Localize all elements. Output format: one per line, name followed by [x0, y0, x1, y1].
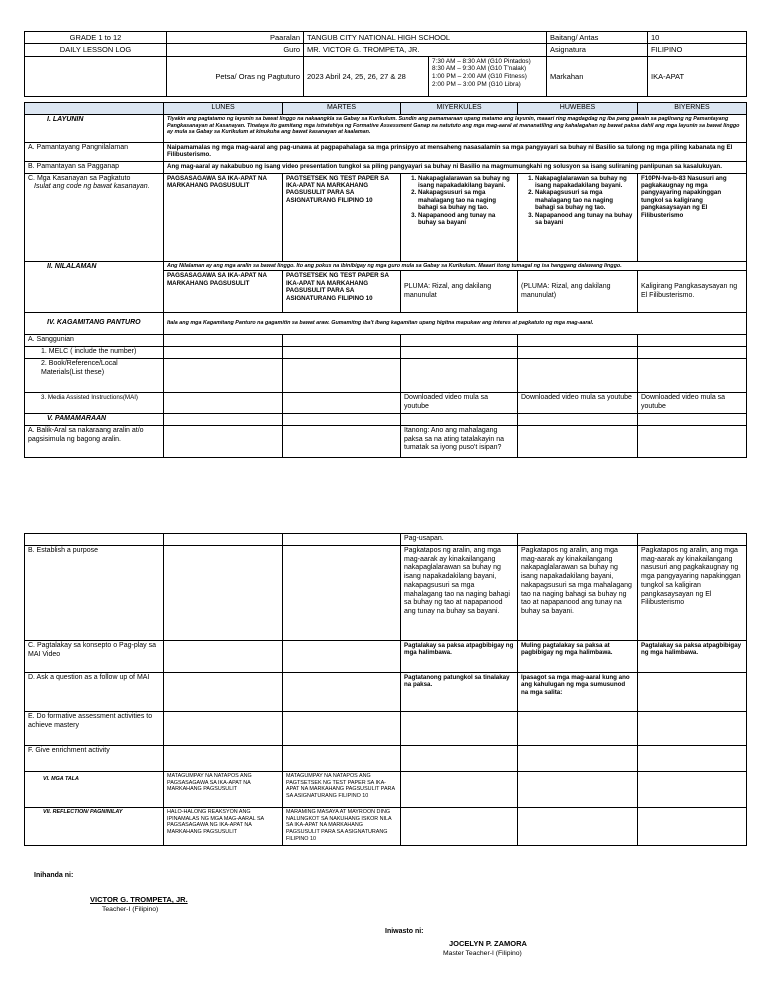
media-label: 3. Media Assisted Instructions(MAI) [25, 393, 164, 414]
tala-martes: MATAGUMPAY NA NATAPOS ANG PAGTSETSEK NG TEST PAPER SA IKA-APAT NA MARKAHANG PAGSUSULIT PARA SA ASIGNATURANG FILIPINO 10 [283, 771, 401, 807]
empty-cell [638, 335, 747, 347]
pagkatuto-martes: PAGTSETSEK NG TEST PAPER SA IKA-APAT NA MARKAHANG PAGSUSULIT PARA SA ASIGNATURANG FILIPINO 10 [283, 173, 401, 261]
day-header-lunes: LUNES [164, 103, 283, 115]
day-header-martes: MARTES [283, 103, 401, 115]
empty-cell [638, 534, 747, 546]
empty-cell [518, 807, 638, 845]
question-label: D. Ask a question as a follow up of MAI [25, 672, 164, 711]
question-huwebes: Ipasagot sa mga mag-aaral kung ano ang kahulugan ng mga sumusunod na mga salita: [518, 672, 638, 711]
prepared-by-title: Teacher-I (Filipino) [102, 906, 159, 913]
empty-cell [164, 414, 283, 426]
markahan-label: Markahan [547, 56, 648, 96]
list-item: 1. Nakapaglalarawan sa buhay ng isang napakadakilang bayani. [535, 175, 634, 190]
reflection-label: VII. REFLECTION/ PAGNINILAY [25, 807, 164, 845]
purpose-label: B. Establish a purpose [25, 545, 164, 640]
checked-by-name: JOCELYN P. ZAMORA [449, 939, 527, 948]
nilalaman-note: Ang Nilalaman ay ang mga aralin sa bawat linggo. Ito ang pokus na ibinibigay ng mga guro mula sa Gabay sa Kurikulum. Maaari itong tumagal ng isa hanggang dalawang linggo. [164, 261, 747, 271]
empty-cell [164, 745, 283, 771]
empty-cell [164, 393, 283, 414]
konsepto-huwebes: Muling pagtalakay sa paksa at pagbibigay ng mga halimbawa. [518, 640, 638, 672]
pag-usapan: Pag-usapan. [401, 534, 518, 546]
empty-cell [283, 745, 401, 771]
empty-cell [25, 534, 164, 546]
balik-aral-label: A. Balik-Aral sa nakaraang aralin at/o pagsisimula ng bagong aralin. [25, 425, 164, 457]
empty-cell [164, 711, 283, 745]
empty-cell [638, 347, 747, 359]
purpose-huwebes: Pagkatapos ng aralin, ang mga mag-aarak ay kinakailangang nakapaglalarawan sa buhay ng isang napakadakilang bayani, nakapagsusuri sa mga mahalagang tao na naging bahagi sa buhay ng tao at napapanood ang tunay na buhay sa bayani. [518, 545, 638, 640]
guro-value: MR. VICTOR G. TROMPETA, JR. [304, 44, 547, 56]
empty-cell [638, 807, 747, 845]
asignatura-value: FILIPINO [648, 44, 747, 56]
tala-lunes: MATAGUMPAY NA NATAPOS ANG PAGSASAGAWA SA IKA-APAT NA MARKAHANG PAGSUSULIT [164, 771, 283, 807]
lesson-log-main-table [24, 102, 747, 458]
kagamitan-label: IV. KAGAMITANG PANTURO [25, 313, 164, 335]
konsepto-biyernes: Pagtalakay sa paksa atpagbibigay ng mga halimbawa. [638, 640, 747, 672]
empty-cell [401, 807, 518, 845]
empty-cell [283, 545, 401, 640]
enrichment-label: F. Give enrichment activity [25, 745, 164, 771]
empty-cell [283, 534, 401, 546]
time-slot: 2:00 PM – 3:00 PM (G10 Libra) [432, 80, 521, 88]
nilalaman-huwebes: (PLUMA: Rizal, ang dakilang manunulat) [518, 271, 638, 313]
balik-aral-miyerkules: Itanong: Ano ang mahalagang paksa sa na ating tatalakayin na tumatak sa iyong puso't isipan? [401, 425, 518, 457]
formative-label: E. Do formative assessment activities to achieve mastery [25, 711, 164, 745]
nilalaman-lunes: PAGSASAGAWA SA IKA-APAT NA MARKAHANG PAGSUSULIT [164, 271, 283, 313]
empty-cell [518, 745, 638, 771]
checked-by-title: Master Teacher-I (Filipino) [443, 950, 522, 957]
konsepto-label: C. Pagtalakay sa konsepto o Pag-play sa MAI Video [25, 640, 164, 672]
empty-cell [401, 335, 518, 347]
time-slot: 1:00 PM – 2:00 AM (G10 Fitness) [432, 73, 527, 81]
pagkatuto-biyernes: F10PN-Iva-b-83 Nasusuri ang pagkakaugnay ng mga pangyayaring napakinggan tungkol sa kaligirang pangkasaysayan ng El Filibusterismo [638, 173, 747, 261]
schedule-times [429, 56, 547, 96]
empty-cell [164, 335, 283, 347]
layunin-text: Tiyakin ang pagtatamo ng layunin sa bawat linggo na nakaangkla sa Gabay sa Kurikulum. Sundin ang pamamaraan upang matamo ang layunin, maaari ring magdagdag ng iba pang gawain sa paglinang ng Pamantayang Pangkasanayan at Kasanayan. Tinataya ito gamitang mga istratehiya ng Formative Assessment Ganap na natututo ang mga mag-aaral at mananatiling ang kahalagahan ng bawat paksa dahil ang mga layunin sa bawat linggo ay mula sa Gabay sa Kurikulum at kinukuha ang bawat kasanayan at kaalaman. [164, 114, 747, 142]
empty-cell [283, 393, 401, 414]
purpose-biyernes: Pagkatapos ng aralin, ang mga mag-aarak ay kinakailangang nasusuri ang pagkakaugnay ng mga pangyayaring napakinggan tungkol sa kaligiran pangkasaysayan ng El Filibusterismo [638, 545, 747, 640]
empty-cell [283, 672, 401, 711]
sanggunian-label: A. Sanggunian [25, 335, 164, 347]
day-header-blank [25, 103, 164, 115]
day-header-miyerkules: MIYERKULES [401, 103, 518, 115]
asignatura-label: Asignatura [547, 44, 648, 56]
empty-cell [518, 534, 638, 546]
empty-cell [638, 745, 747, 771]
paaralan-label: Paaralan [167, 32, 304, 44]
empty-cell [518, 414, 638, 426]
empty-cell [164, 640, 283, 672]
day-header-huwebes: HUWEBES [518, 103, 638, 115]
empty-cell [164, 534, 283, 546]
empty-cell [164, 425, 283, 457]
time-slot: 8:30 AM – 9:30 AM (G10 T'nalak) [432, 65, 527, 73]
empty-cell [164, 359, 283, 393]
list-item: 3. Napapanood ang tunay na buhay sa bayani [418, 212, 514, 227]
empty-cell [164, 347, 283, 359]
day-header-biyernes: BIYERNES [638, 103, 747, 115]
empty-cell [401, 711, 518, 745]
nilalaman-biyernes: Kaligirang Pangkasaysayan ng El Filibusterismo. [638, 271, 747, 313]
list-item: 3. Napapanood ang tunay na buhay sa bayani [535, 212, 634, 227]
baitang-value: 10 [648, 32, 747, 44]
time-slot: 7:30 AM – 8:30 AM (G10 Pintados) [432, 57, 531, 65]
empty-cell [283, 425, 401, 457]
empty-cell [283, 359, 401, 393]
question-miyerkules: Pagtatanong patungkol sa tinalakay na paksa. [401, 672, 518, 711]
reflection-martes: MARAMING MASAYA AT MAYROON DING NALUNGKOT SA NAKUHANG ISKOR NILA SA IKA-APAT NA MARKAHANG PAGSUSULIT PARA SA ASIGNATURANG FILIPINO 10 [283, 807, 401, 845]
empty-cell [638, 414, 747, 426]
media-miyerkules: Downloaded video mula sa youtube [401, 393, 518, 414]
guro-label: Guro [167, 44, 304, 56]
nilalaman-label: II. NILALAMAN [25, 261, 164, 313]
empty-cell [401, 359, 518, 393]
nilalaman-miyerkules: PLUMA: Rizal, ang dakilang manunulat [401, 271, 518, 313]
nilalaman-martes: PAGTSETSEK NG TEST PAPER SA IKA-APAT NA MARKAHANG PAGSUSULIT PARA SA ASIGNATURANG FILIPINO 10 [283, 271, 401, 313]
tala-label: VI. MGA TALA [25, 771, 164, 807]
grade-label: GRADE 1 to 12 [25, 32, 167, 44]
melc-label: 1. MELC ( include the number) [25, 347, 164, 359]
empty-cell [518, 711, 638, 745]
pagkatuto-cell [25, 173, 164, 261]
pagkatuto-label: C. Mga Kasanayan sa Pagkatuto [28, 174, 131, 182]
purpose-miyerkules: Pagkatapos ng aralin, ang mga mag-aarak ay kinakailangang nakapaglalarawan sa buhay ng isang napakadakilang bayani, nakapagsusuri sa mga mahalagang tao na naging bahagi sa buhay ng tao at napapanood ang tunay na buhay sa bayani. [401, 545, 518, 640]
empty-cell [401, 347, 518, 359]
empty-cell [638, 359, 747, 393]
pagkatuto-lunes: PAGSASAGAWA SA IKA-APAT NA MARKAHANG PAGSUSULIT [164, 173, 283, 261]
book-label: 2. Book/Reference/Local Materials(List these) [25, 359, 164, 393]
empty-cell [164, 545, 283, 640]
empty-cell [401, 745, 518, 771]
checked-by-label: Iniwasto ni: [385, 928, 424, 935]
empty-cell [518, 347, 638, 359]
media-huwebes: Downloaded video mula sa youtube [518, 393, 638, 414]
pangnilalaman-text: Naipamamalas ng mga mag-aaral ang pag-unawa at pagpapahalaga sa mga prinsipyo at mensaheng nasasalamin sa mga pangyayari sa buhay ni Basilio sa tulong ng mga piling kabanata ng El Filibusterismo. [164, 142, 747, 161]
empty-cell [401, 771, 518, 807]
pagkatuto-huwebes [518, 173, 638, 261]
list-item: 2. Nakapagsusuri sa mga mahalagang tao na naging bahagi sa buhay ng tao. [535, 189, 634, 211]
prepared-by-label: Inihanda ni: [34, 872, 74, 879]
lesson-log-continued-table [24, 533, 747, 846]
baitang-label: Baitang/ Antas [547, 32, 648, 44]
reflection-lunes: HALO-HALONG REAKSYON ANG IPINAMALAS NG MGA MAG-AARAL SA PAGSASAGAWA NG IKA-APAT NA MARKAHANG PAGSUSULIT [164, 807, 283, 845]
pagkatuto-sub: Isulat ang code ng bawat kasanayan. [34, 183, 150, 191]
empty-cell [638, 711, 747, 745]
paaralan-value: TANGUB CITY NATIONAL HIGH SCHOOL [304, 32, 547, 44]
empty-cell [638, 425, 747, 457]
prepared-by-name: VICTOR G. TROMPETA, JR. [90, 895, 188, 904]
markahan-value: IKA-APAT [648, 56, 747, 96]
lesson-log-header-table [24, 31, 747, 97]
media-biyernes: Downloaded video mula sa youtube [638, 393, 747, 414]
petsa-value: 2023 Abril 24, 25, 26, 27 & 28 [304, 56, 429, 96]
empty-cell [518, 771, 638, 807]
list-item: 1. Nakapaglalarawan sa buhay ng isang napakadakilang bayani. [418, 175, 514, 190]
empty-cell [283, 640, 401, 672]
pamamaraan-label: V. PAMAMARAAN [25, 414, 164, 426]
empty-cell [283, 335, 401, 347]
empty-cell [164, 672, 283, 711]
empty-cell [283, 711, 401, 745]
pagkatuto-miyerkules [401, 173, 518, 261]
pagganap-text: Ang mag-aaral ay nakabubuo ng isang video presentation tungkol sa piling pangyayari sa buhay ni Basilio na magmumungkahi ng solusyon sa isang suliraning panlipunan sa kasalukuyan. [164, 161, 747, 173]
empty-cell [401, 414, 518, 426]
empty-cell [518, 335, 638, 347]
pangnilalaman-label: A. Pamantayang Pangnilalaman [25, 142, 164, 161]
empty-cell [518, 425, 638, 457]
empty-cell [518, 359, 638, 393]
log-title: DAILY LESSON LOG [25, 44, 167, 56]
pagganap-label: B. Pamantayan sa Pagganap [25, 161, 164, 173]
layunin-label: I. LAYUNIN [25, 114, 164, 142]
kagamitan-note: Itala ang mga Kagamitang Panturo na gagamitin sa bawat araw. Gumamitng iba't ibang kagamitan upang higitna mapukaw ang interes at pagkatuto ng mga mag-aaral. [164, 313, 747, 335]
petsa-label: Petsa/ Oras ng Pagtuturo [167, 56, 304, 96]
konsepto-miyerkules: Pagtalakay sa paksa atpagbibigay ng mga halimbawa. [401, 640, 518, 672]
empty-cell [283, 414, 401, 426]
empty-cell [638, 672, 747, 711]
empty-cell [638, 771, 747, 807]
empty-cell [283, 347, 401, 359]
list-item: 2. Nakapagsusuri sa mga mahalagang tao na naging bahagi sa buhay ng tao. [418, 189, 514, 211]
header-blank [25, 56, 167, 96]
